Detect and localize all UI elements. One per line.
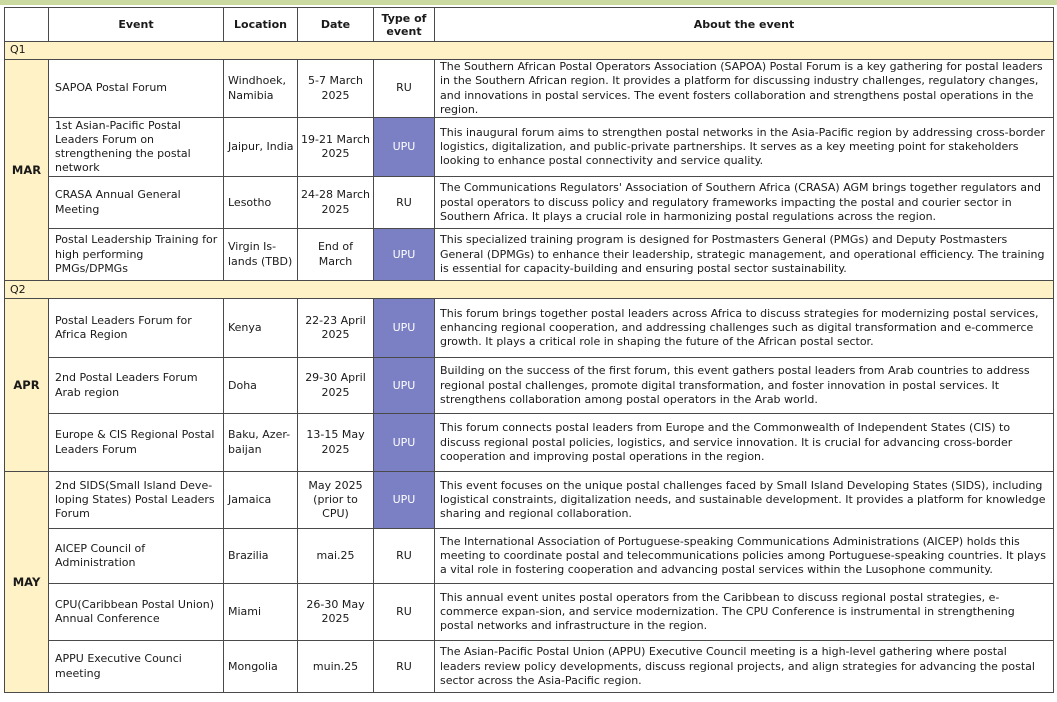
header-type: Type of event (374, 8, 435, 42)
event-about: This forum brings together postal leaders across Africa to discuss strategies for modernizing postal services, enhancing regional cooperation, and addressing challenges such as digital transformation and e-commerce growth. It plays a critical role in shaping the future of the African postal sector. (435, 299, 1054, 358)
month-label-mar: MAR (5, 60, 49, 281)
event-name: CPU(Caribbean Postal Union) Annual Conference (49, 584, 224, 641)
event-type: UPU (374, 118, 435, 177)
event-name: 1st Asian-Pacific Postal Leaders Forum on strengthening the postal network (49, 118, 224, 177)
event-date: 5-7 March 2025 (298, 60, 374, 118)
event-name: 2nd Postal Leaders Forum Arab region (49, 358, 224, 414)
event-name: SAPOA Postal Forum (49, 60, 224, 118)
event-location: Brazilia (224, 529, 298, 584)
event-location: Jaipur, India (224, 118, 298, 177)
event-type: RU (374, 584, 435, 641)
event-name: 2nd SIDS(Small Island Deve-loping States) Postal Leaders Forum (49, 472, 224, 529)
event-type: UPU (374, 414, 435, 472)
event-name: CRASA Annual General Meeting (49, 177, 224, 229)
event-location: Baku, Azer-baijan (224, 414, 298, 472)
event-about: The Southern African Postal Operators Association (SAPOA) Postal Forum is a key gathering for postal leaders in the Southern African region. It provides a platform for discussing industry challenges, regulatory changes, and innovations in postal services. The event fosters collaboration and strengthens postal operations in the region. (435, 60, 1054, 118)
event-location: Kenya (224, 299, 298, 358)
event-name: APPU Executive Counci meeting (49, 641, 224, 693)
event-type: UPU (374, 472, 435, 529)
event-name: Postal Leaders Forum for Africa Region (49, 299, 224, 358)
event-location: Doha (224, 358, 298, 414)
quarter-label: Q2 (5, 281, 1054, 299)
table-row (5, 414, 1054, 472)
event-about: The Communications Regulators' Association of Southern Africa (CRASA) AGM brings together regulators and postal operators to discuss policy and regulatory frameworks impacting the postal and courier sector in Southern Africa. It plays a crucial role in harmonizing postal regulations across the region. (435, 177, 1054, 229)
header-event: Event (49, 8, 224, 42)
event-date: 22-23 April 2025 (298, 299, 374, 358)
event-date: 29-30 April 2025 (298, 358, 374, 414)
table-row (5, 229, 1054, 281)
event-about: This event focuses on the unique postal challenges faced by Small Island Developing States (SIDS), including logistical constraints, digitalization needs, and sustainable development. It provides a platform for knowledge sharing and regional collaboration. (435, 472, 1054, 529)
quarter-row-q1 (5, 42, 1054, 60)
table-row (5, 177, 1054, 229)
event-date: 24-28 March 2025 (298, 177, 374, 229)
event-about: The Asian-Pacific Postal Union (APPU) Executive Council meeting is a high-level gathering where postal leaders review policy developments, discuss regional projects, and align strategies for advancing the postal sector across the Asia-Pacific region. (435, 641, 1054, 693)
event-location: Miami (224, 584, 298, 641)
event-type: UPU (374, 358, 435, 414)
event-about: The International Association of Portuguese-speaking Communications Administrations (AICEP) holds this meeting to coordinate postal and telecommunications policies among Portuguese-speaking countries. It plays a vital role in fostering cooperation and advancing postal services within the Lusophone community. (435, 529, 1054, 584)
event-location: Windhoek, Namibia (224, 60, 298, 118)
header-date: Date (298, 8, 374, 42)
table-row (5, 472, 1054, 529)
event-type: UPU (374, 229, 435, 281)
event-date: 19-21 March 2025 (298, 118, 374, 177)
month-label-may: MAY (5, 472, 49, 693)
event-date: mai.25 (298, 529, 374, 584)
table-row (5, 358, 1054, 414)
header-location: Location (224, 8, 298, 42)
event-date: May 2025 (prior to CPU) (298, 472, 374, 529)
event-location: Virgin Is-lands (TBD) (224, 229, 298, 281)
table-row (5, 641, 1054, 693)
event-type: UPU (374, 299, 435, 358)
quarter-row-q2 (5, 281, 1054, 299)
event-date: 26-30 May 2025 (298, 584, 374, 641)
event-about: This inaugural forum aims to strengthen postal networks in the Asia-Pacific region by addressing cross-border logistics, digitalization, and public-private partnerships. It serves as a key meeting point for stakeholders looking to enhance postal connectivity and service quality. (435, 118, 1054, 177)
top-accent-bar (0, 0, 1057, 5)
table-row (5, 299, 1054, 358)
table-row (5, 118, 1054, 177)
event-type: RU (374, 529, 435, 584)
event-name: Europe & CIS Regional Postal Leaders Forum (49, 414, 224, 472)
event-name: AICEP Council of Administration (49, 529, 224, 584)
header-month (5, 8, 49, 42)
table-row (5, 60, 1054, 118)
events-table (4, 7, 1054, 693)
event-location: Jamaica (224, 472, 298, 529)
table-row (5, 584, 1054, 641)
event-type: RU (374, 60, 435, 118)
event-type: RU (374, 177, 435, 229)
event-date: 13-15 May 2025 (298, 414, 374, 472)
event-date: muin.25 (298, 641, 374, 693)
month-label-apr: APR (5, 299, 49, 472)
header-row (5, 8, 1054, 42)
event-date: End of March (298, 229, 374, 281)
event-about: This forum connects postal leaders from Europe and the Commonwealth of Independent States (CIS) to discuss regional postal policies, logistics, and service innovation. It is crucial for advancing cross-border cooperation and improving postal operations in the region. (435, 414, 1054, 472)
event-about: Building on the success of the first forum, this event gathers postal leaders from Arab countries to address regional postal challenges, promote digital transformation, and foster innovation in postal services. It strengthens collaboration among postal operators in the Arab world. (435, 358, 1054, 414)
quarter-label: Q1 (5, 42, 1054, 60)
event-name: Postal Leadership Training for high performing PMGs/DPMGs (49, 229, 224, 281)
event-location: Mongolia (224, 641, 298, 693)
table-row (5, 529, 1054, 584)
event-location: Lesotho (224, 177, 298, 229)
header-about: About the event (435, 8, 1054, 42)
event-about: This annual event unites postal operators from the Caribbean to discuss regional postal strategies, e-commerce expan-sion, and service modernization. The CPU Conference is instrumental in strengthening postal networks and infrastructure in the region. (435, 584, 1054, 641)
event-type: RU (374, 641, 435, 693)
event-about: This specialized training program is designed for Postmasters General (PMGs) and Deputy Postmasters General (DPMGs) to enhance their leadership, strategic management, and operational efficiency. The training is essential for capacity-building and ensuring postal sector sustainability. (435, 229, 1054, 281)
